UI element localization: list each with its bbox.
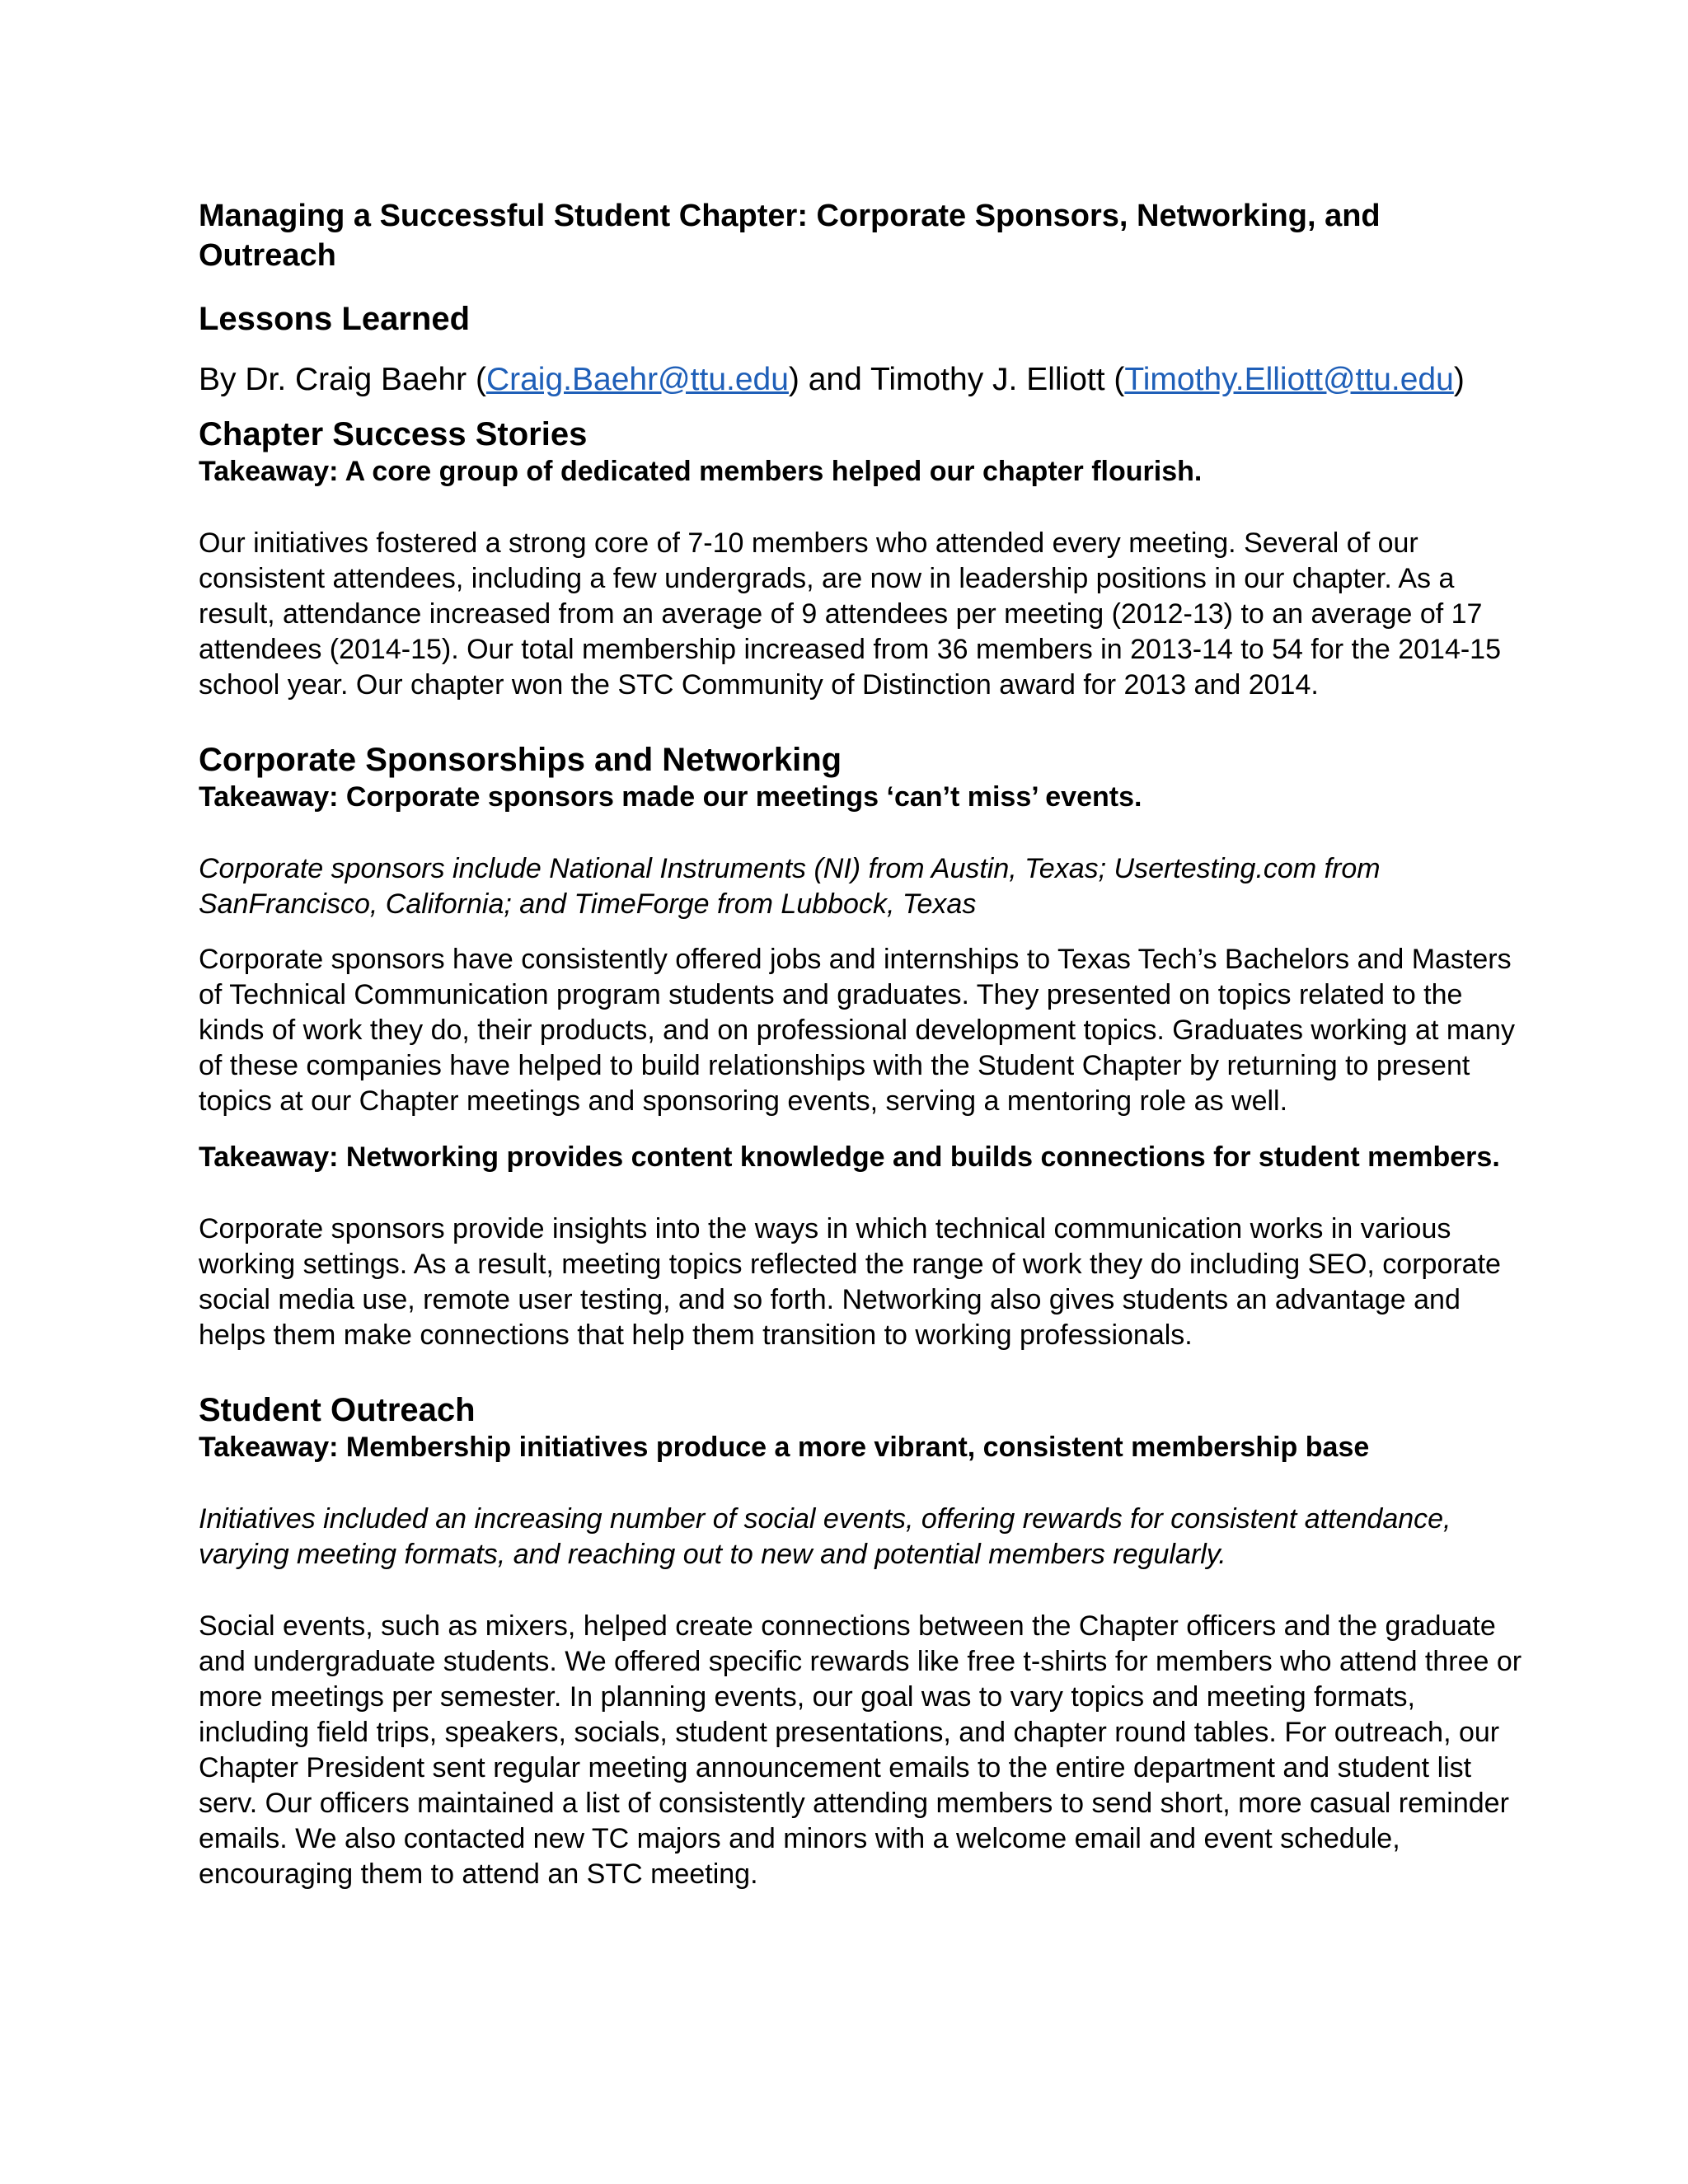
paragraph-outreach: Social events, such as mixers, helped create connections between the Chapter officers and the graduate and undergraduate students. We offered specific rewards like free t-shirts for members who attend three or more meetings per semester. In planning events, our goal was to vary topics and meeting formats, including field trips, speakers, socials, student presentations, and chapter round tables. For outreach, our Chapter President sent regular meeting announcement emails to the entire department and student list serv. Our officers maintained a list of consistently attending members to send short, more casual reminder emails. We also contacted new TC majors and minors with a welcome email and event schedule, encouraging them to attend an STC meeting. [199,1610,1522,1890]
paragraph-networking: Corporate sponsors provide insights into the ways in which technical communication works in various working settings. As a result, meeting topics reflected the range of work they do including SEO, corporate social media use, remote user testing, and so forth. Networking also gives students an advantage and helps them make connections that help them transition to working professionals. [199,1213,1501,1351]
paragraph-sponsors: Corporate sponsors have consistently offered jobs and internships to Texas Tech’s Bachelors and Masters of Technical Communication program students and graduates. They presented on topics related to the kinds of work they do, their products, and on professional development topics. Graduates working at many of these companies have helped to build relationships with the Student Chapter by returning to present topics at our Chapter meetings and sponsoring events, serving a mentoring role as well. [199,944,1515,1117]
byline-prefix: By Dr. Craig Baehr ( [199,362,486,397]
takeaway-networking: Takeaway: Networking provides content knowledge and builds connections for student members. [199,1141,1500,1173]
email-link-baehr[interactable]: Craig.Baehr@ttu.edu [485,362,789,397]
heading-sponsorships: Corporate Sponsorships and Networking [199,742,842,778]
document-subtitle: Lessons Learned [199,301,471,337]
email-link-elliott[interactable]: Timothy.Elliott@ttu.edu [1124,362,1454,397]
byline [199,359,1523,401]
heading-success-stories: Chapter Success Stories [199,416,588,452]
paragraph-success: Our initiatives fostered a strong core of 7-10 members who attended every meeting. Several of our consistent attendees, including a few undergrads, are now in leadership positions in our chapter. As a result, attendance increased from an average of 9 attendees per meeting (2012-13) to an average of 17 attendees (2014-15). Our total membership increased from 36 members in 2013-14 to 54 for the 2014-15 school year. Our chapter won the STC Community of Distinction award for 2013 and 2014. [199,527,1501,701]
takeaway-success: Takeaway: A core group of dedicated members helped our chapter flourish. [199,456,1203,487]
byline-middle: ) and Timothy J. Elliott ( [788,362,1125,397]
takeaway-sponsors: Takeaway: Corporate sponsors made our meetings ‘can’t miss’ events. [199,781,1142,813]
heading-student-outreach: Student Outreach [199,1392,476,1428]
paragraph-sponsors-list: Corporate sponsors include National Instruments (NI) from Austin, Texas; Usertesting.com from SanFrancisco, California; and TimeForge from Lubbock, Texas [199,853,1381,920]
byline-suffix: ) [1453,362,1465,397]
paragraph-initiatives: Initiatives included an increasing number of social events, offering rewards for consistent attendance, varying meeting formats, and reaching out to new and potential members regularly. [199,1503,1451,1570]
takeaway-outreach: Takeaway: Membership initiatives produce a more vibrant, consistent membership base [199,1432,1370,1463]
document-title: Managing a Successful Student Chapter: Corporate Sponsors, Networking, and Outreach [199,199,1381,273]
